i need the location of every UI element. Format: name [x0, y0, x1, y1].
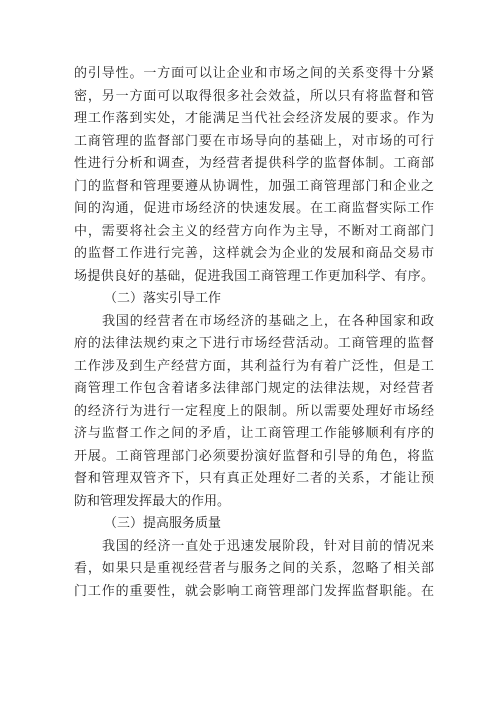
paragraph-line: 我国的经营者在市场经济的基础之上，在各种国家和政	[102, 313, 434, 329]
section-heading-3: （三）提高服务质量	[104, 516, 222, 531]
section-heading-2: （二）落实引导工作	[104, 291, 222, 306]
paragraph-line: 场提供良好的基础，促进我国工商管理工作更加科学、有序。	[74, 268, 434, 284]
paragraph-2	[74, 311, 434, 514]
paragraph-line: 商管理工作包含着诸多法律部门规定的法律法规，对经营者	[74, 381, 434, 396]
paragraph-line: 工商管理的监督部门要在市场导向的基础上，对市场的可行	[74, 133, 434, 149]
paragraph-line: 开展。工商管理部门必须要扮演好监督和引导的角色，将监	[74, 448, 434, 464]
paragraph-line: 的经济行为进行一定程度上的限制。所以需要处理好市场经	[74, 403, 434, 419]
paragraph-line: 防和管理发挥最大的作用。	[74, 493, 231, 509]
paragraph-line: 的引导性。一方面可以让企业和市场之间的关系变得十分紧	[74, 66, 434, 81]
paragraph-line: 门工作的重要性，就会影响工商管理部门发挥监督职能。在	[74, 583, 434, 599]
paragraph-1	[74, 63, 434, 288]
paragraph-line: 工作涉及到生产经营方面，其利益行为有着广泛性，但是工	[74, 358, 434, 374]
paragraph-line: 府的法律法规约束之下进行市场经营活动。工商管理的监督	[74, 336, 434, 351]
paragraph-3	[74, 536, 434, 604]
paragraph-line: 我国的经济一直处于迅速发展阶段，针对目前的情况来	[102, 538, 434, 554]
paragraph-line: 门的监督和管理要遵从协调性，加强工商管理部门和企业之	[74, 178, 434, 194]
paragraph-line: 督和管理双管齐下，只有真正处理好二者的关系，才能让预	[74, 471, 434, 486]
paragraph-line: 中，需要将社会主义的经营方向作为主导，不断对工商部门	[74, 223, 434, 239]
paragraph-line: 的监督工作进行完善，这样就会为企业的发展和商品交易市	[74, 246, 434, 261]
paragraph-line: 性进行分析和调查，为经营者提供科学的监督体制。工商部	[74, 156, 434, 171]
paragraph-line: 间的沟通，促进市场经济的快速发展。在工商监督实际工作	[74, 201, 434, 216]
document-body	[74, 63, 434, 603]
paragraph-line: 理工作落到实处，才能满足当代社会经济发展的要求。作为	[74, 111, 434, 126]
paragraph-line: 密，另一方面可以取得很多社会效益，所以只有将监督和管	[74, 88, 434, 104]
paragraph-line: 看，如果只是重视经营者与服务之间的关系，忽略了相关部	[74, 561, 434, 576]
paragraph-line: 济与监督工作之间的矛盾，让工商管理工作能够顺利有序的	[74, 426, 434, 441]
